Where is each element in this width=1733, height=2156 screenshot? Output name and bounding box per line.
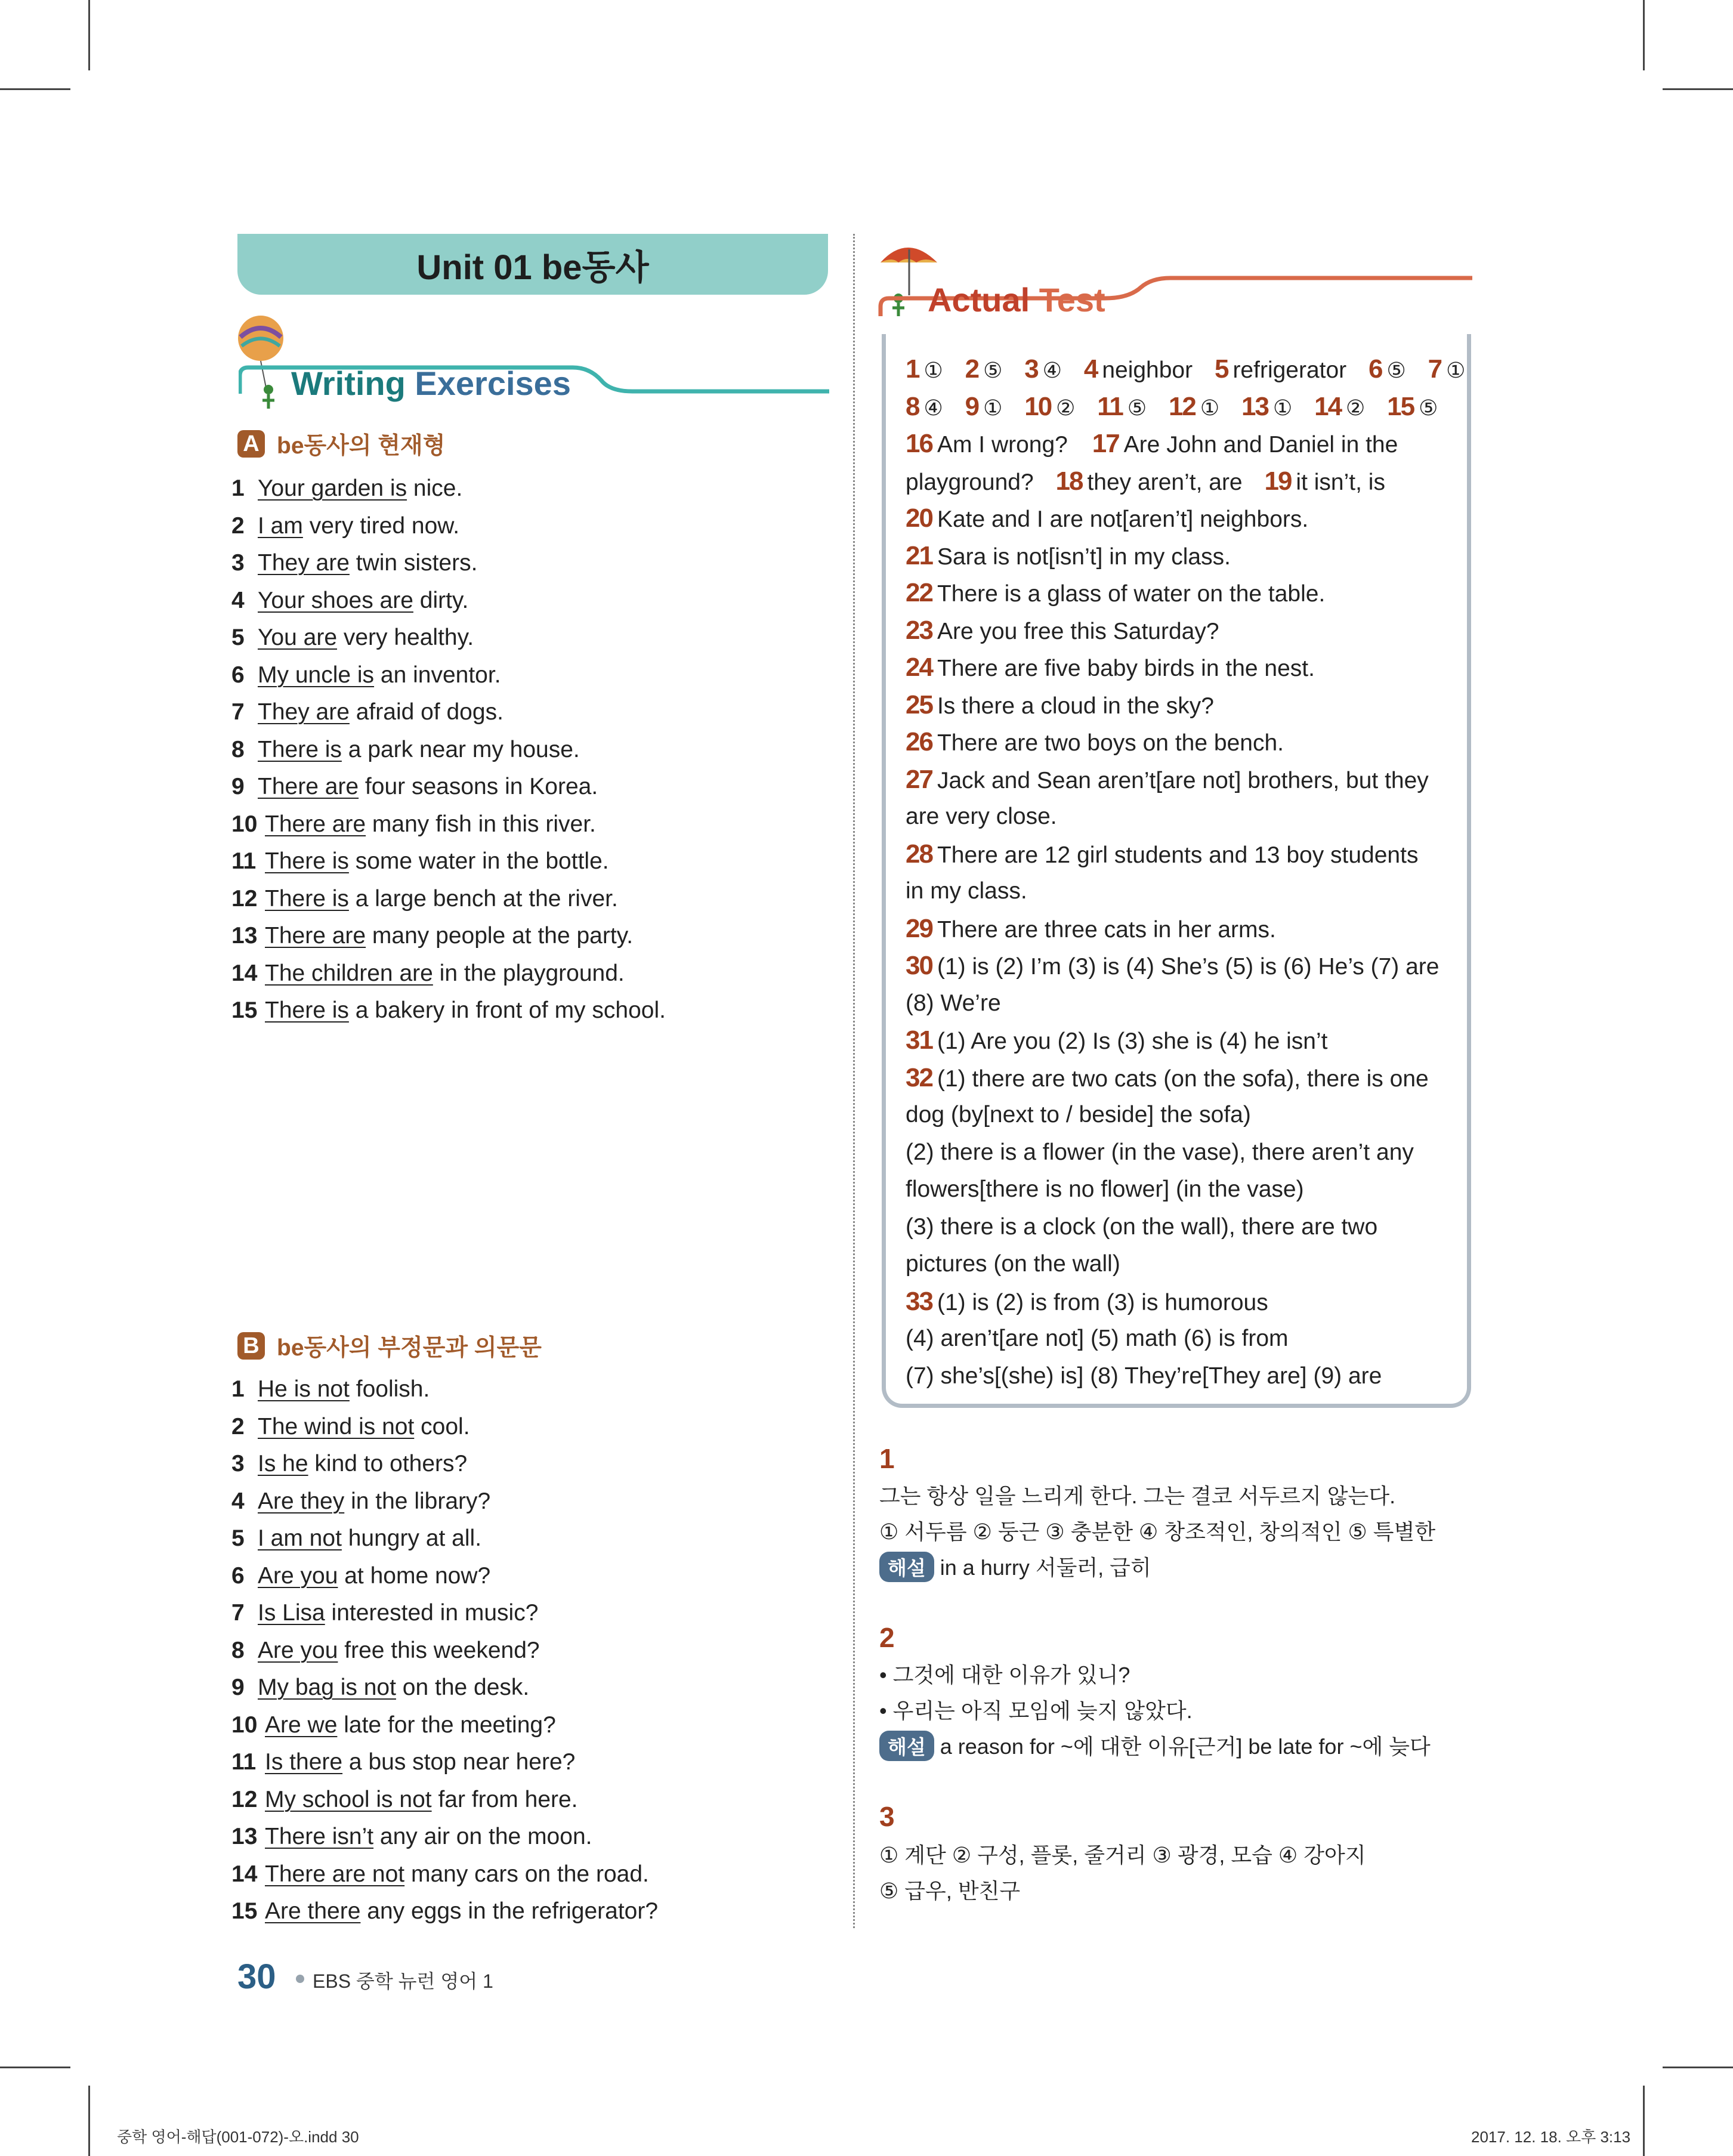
item-number: 13 — [231, 923, 258, 949]
item-number: 13 — [231, 1824, 258, 1849]
answer-row — [906, 1358, 1448, 1395]
sentence-rest: a bakery in front of my school. — [348, 997, 666, 1023]
exercise-item — [231, 1856, 658, 1894]
answer-row — [906, 947, 1448, 985]
exercise-item — [231, 1483, 658, 1521]
exercises-title-word: Exercises — [415, 365, 571, 402]
explanation-note — [879, 1551, 1151, 1582]
answer-number: 5 — [1214, 354, 1228, 384]
answer-text: are very close. — [906, 804, 1057, 829]
item-number: 15 — [231, 997, 258, 1023]
page-number: 30 — [237, 1957, 276, 1996]
answer-number: 22 — [906, 578, 932, 607]
answer-row — [906, 1096, 1448, 1134]
item-number: 4 — [231, 587, 245, 613]
answer-value: neighbor — [1102, 357, 1193, 383]
answer-text: it isn’t, is — [1296, 469, 1385, 495]
item-number: 14 — [231, 960, 258, 986]
section-a-badge: A — [237, 430, 265, 458]
sentence-rest: free this weekend? — [338, 1637, 540, 1663]
answer-row — [906, 1209, 1448, 1246]
sentence-rest: many cars on the road. — [404, 1861, 649, 1887]
exercise-item — [231, 843, 666, 881]
sentence-rest: foolish. — [349, 1376, 430, 1402]
explanation-text: • 그것에 대한 이유가 있니? — [879, 1663, 1130, 1687]
item-number: 3 — [231, 1451, 245, 1477]
section-b-badge: B — [237, 1332, 265, 1360]
answer-row — [906, 1022, 1448, 1060]
exercise-item — [231, 657, 666, 694]
sentence-rest: many fish in this river. — [366, 811, 596, 837]
exercise-item — [231, 1669, 658, 1707]
answer-number: 10 — [1024, 391, 1052, 421]
answer-text: in my class. — [906, 878, 1027, 904]
answer-number: 27 — [906, 764, 932, 794]
answer-underlined: Your garden is — [258, 475, 407, 501]
answer-underlined: Is he — [258, 1451, 308, 1477]
answer-number: 17 — [1092, 429, 1119, 458]
section-b-header — [237, 1329, 542, 1363]
answer-text: (1) is (2) is from (3) is humorous — [937, 1289, 1268, 1315]
answer-number: 3 — [1024, 354, 1038, 384]
answer-row — [906, 798, 1448, 836]
exercise-item — [231, 470, 666, 508]
bullet-icon — [296, 1975, 304, 1983]
answer-value: ② — [1346, 395, 1366, 420]
column-divider — [853, 234, 855, 1928]
exercise-item — [231, 1445, 658, 1483]
answer-text: (8) We’re — [906, 990, 1001, 1016]
exercise-item — [231, 881, 666, 918]
item-number: 7 — [231, 1600, 245, 1626]
sentence-rest: on the desk. — [396, 1675, 530, 1700]
answer-row — [906, 351, 1466, 388]
answer-value: ④ — [923, 395, 943, 420]
answer-value: ④ — [1042, 358, 1062, 382]
answer-text: There are two boys on the bench. — [937, 730, 1284, 756]
section-a-list — [231, 470, 666, 1030]
answer-underlined: I am — [258, 512, 303, 539]
item-number: 5 — [231, 1525, 245, 1551]
explanation-number: 3 — [879, 1801, 895, 1832]
answer-underlined: My bag is not — [258, 1675, 396, 1700]
answer-row — [906, 463, 1448, 501]
item-number: 3 — [231, 550, 245, 576]
answer-value: ① — [983, 395, 1003, 420]
sentence-rest: late for the meeting? — [337, 1712, 556, 1738]
exercise-item — [231, 731, 666, 769]
answer-underlined: You are — [258, 625, 338, 650]
answer-number: 31 — [906, 1026, 932, 1055]
answer-row — [906, 538, 1448, 575]
explanation-tag: 해설 — [879, 1731, 934, 1761]
answer-row — [906, 1060, 1448, 1097]
explanation-text: ① 서두름 ② 둥근 ③ 충분한 ④ 창조적인, 창의적인 ⑤ 특별한 — [879, 1519, 1436, 1544]
answer-text: (3) there is a clock (on the wall), there are two — [906, 1213, 1378, 1240]
sentence-rest: in the library? — [344, 1488, 491, 1514]
answer-number: 8 — [906, 391, 919, 421]
item-number: 12 — [231, 1786, 258, 1812]
answer-value: ① — [1200, 395, 1220, 420]
exercise-item — [231, 1558, 658, 1595]
book-title: EBS 중학 뉴런 영어 1 — [313, 1970, 493, 1992]
sentence-rest: nice. — [407, 475, 463, 501]
answer-underlined: There are not — [265, 1861, 405, 1887]
exercise-item — [231, 1595, 658, 1632]
answer-number: 30 — [906, 951, 932, 980]
explanation-number: 2 — [879, 1622, 895, 1653]
answer-text: Jack and Sean aren’t[are not] brothers, but they — [937, 767, 1429, 793]
explanation-number: 1 — [879, 1443, 895, 1474]
answer-underlined: The children are — [265, 960, 433, 986]
answer-row — [906, 985, 1448, 1023]
answer-number: 12 — [1168, 391, 1196, 421]
answer-text: (1) there are two cats (on the sofa), there is one — [937, 1065, 1429, 1092]
answer-number: 9 — [965, 391, 979, 421]
answer-text: dog (by[next to / beside] the sofa) — [906, 1102, 1251, 1128]
answer-number: 28 — [906, 839, 932, 869]
answer-text: Sara is not[isn’t] in my class. — [937, 543, 1231, 570]
answer-text: Am I wrong? — [937, 432, 1068, 458]
answer-underlined: There are — [265, 923, 366, 949]
answer-text: Kate and I are not[aren’t] neighbors. — [937, 506, 1309, 532]
sentence-rest: far from here. — [431, 1786, 578, 1812]
sentence-rest: a park near my house. — [341, 736, 580, 762]
item-number: 8 — [231, 736, 245, 762]
explanation-text: • 우리는 아직 모임에 늦지 않았다. — [879, 1698, 1193, 1723]
answer-text: There are three cats in her arms. — [937, 916, 1276, 943]
sentence-rest: any eggs in the refrigerator? — [360, 1898, 659, 1924]
answer-number: 23 — [906, 615, 932, 645]
test-title-word: Test — [1039, 281, 1105, 319]
answer-underlined: Are we — [265, 1712, 338, 1738]
answer-row — [906, 1134, 1448, 1172]
explanation-text: ① 계단 ② 구성, 플롯, 줄거리 ③ 광경, 모습 ④ 강아지 — [879, 1843, 1366, 1867]
explanation-text: 그는 항상 일을 느리게 한다. 그는 결코 서두르지 않는다. — [879, 1484, 1396, 1508]
exercise-item — [231, 768, 666, 806]
exercise-item — [231, 1371, 658, 1408]
answer-underlined: There are — [265, 811, 366, 837]
answer-underlined: Are you — [258, 1562, 338, 1589]
exercise-item — [231, 1781, 658, 1819]
exercise-item — [231, 1520, 658, 1558]
item-number: 9 — [231, 774, 245, 799]
exercise-item — [231, 694, 666, 731]
unit-banner: Unit 01 be동사 — [237, 234, 828, 295]
item-number: 11 — [231, 848, 257, 874]
item-number: 6 — [231, 662, 245, 688]
answer-underlined: He is not — [258, 1376, 350, 1402]
answer-row — [906, 500, 1448, 538]
answer-text: Are John and Daniel in the — [1123, 432, 1398, 458]
item-number: 1 — [231, 1376, 245, 1402]
sentence-rest: a bus stop near here? — [342, 1749, 576, 1775]
answer-underlined: Is there — [265, 1749, 343, 1775]
exercise-item — [231, 508, 666, 545]
item-number: 7 — [231, 699, 245, 725]
answer-number: 29 — [906, 913, 932, 943]
answer-underlined: The wind is not — [258, 1413, 415, 1440]
crop-mark — [0, 88, 70, 90]
crop-mark — [1643, 2086, 1645, 2156]
section-b-title: be동사의 부정문과 의문문 — [277, 1335, 542, 1361]
answer-number: 21 — [906, 540, 932, 570]
item-number: 6 — [231, 1562, 245, 1589]
answer-underlined: My uncle is — [258, 662, 375, 688]
crop-mark — [0, 2067, 70, 2068]
sentence-rest: twin sisters. — [349, 550, 478, 576]
answer-number: 2 — [965, 354, 979, 384]
answer-number: 6 — [1369, 354, 1382, 384]
answer-value: ⑤ — [1386, 358, 1406, 382]
answer-text: (1) is (2) I’m (3) is (4) She’s (5) is (6) He’s (7) are — [937, 954, 1439, 980]
answer-number: 7 — [1428, 354, 1442, 384]
answer-underlined: There is — [265, 848, 349, 874]
crop-mark — [88, 0, 90, 70]
exercise-item — [231, 992, 666, 1030]
answer-underlined: They are — [258, 699, 350, 725]
section-a-header — [237, 427, 445, 461]
item-number: 5 — [231, 625, 245, 650]
answer-number: 24 — [906, 653, 932, 682]
answer-text: There is a glass of water on the table. — [937, 581, 1326, 607]
answer-value: ① — [923, 358, 943, 382]
crop-mark — [1643, 0, 1645, 70]
sentence-rest: a large bench at the river. — [348, 885, 618, 912]
item-number: 10 — [231, 1712, 258, 1738]
answer-number: 1 — [906, 354, 919, 384]
sentence-rest: some water in the bottle. — [348, 848, 609, 874]
sentence-rest: afraid of dogs. — [349, 699, 503, 725]
sentence-rest: many people at the party. — [366, 923, 634, 949]
item-number: 15 — [231, 1898, 258, 1924]
answer-underlined: I am not — [258, 1525, 342, 1551]
item-number: 11 — [231, 1749, 257, 1775]
exercise-item — [231, 1744, 658, 1781]
answer-number: 18 — [1055, 466, 1083, 496]
answer-number: 19 — [1264, 466, 1292, 496]
answer-text: playground? — [906, 469, 1034, 495]
answer-underlined: Your shoes are — [258, 587, 413, 613]
writing-exercises-title — [291, 364, 571, 403]
exercise-item — [231, 1893, 658, 1930]
answer-text: There are five baby birds in the nest. — [937, 656, 1315, 681]
answer-row — [906, 425, 1448, 463]
answer-underlined: Are you — [258, 1637, 338, 1663]
item-number: 2 — [231, 1413, 245, 1440]
crop-mark — [88, 2086, 90, 2156]
answer-value: ⑤ — [983, 358, 1003, 382]
sentence-rest: very healthy. — [337, 625, 474, 650]
answer-underlined: There is — [265, 997, 349, 1023]
answer-underlined: There isn’t — [265, 1824, 374, 1849]
exercise-item — [231, 955, 666, 993]
sentence-rest: cool. — [414, 1413, 470, 1440]
exercise-item — [231, 1818, 658, 1856]
answer-underlined: Are they — [258, 1488, 345, 1514]
answer-number: 32 — [906, 1062, 932, 1092]
print-slug-date: 2017. 12. 18. 오후 3:13 — [1471, 2128, 1631, 2146]
answer-row — [906, 761, 1448, 799]
answer-text: flowers[there is no flower] (in the vase) — [906, 1176, 1304, 1202]
answer-number: 20 — [906, 504, 932, 533]
answer-underlined: My school is not — [265, 1786, 432, 1812]
answer-text: (2) there is a flower (in the vase), there aren’t any — [906, 1139, 1414, 1165]
answer-text: Is there a cloud in the sky? — [937, 693, 1214, 719]
sentence-rest: kind to others? — [308, 1451, 468, 1477]
actual-title-word: Actual — [928, 281, 1030, 319]
answer-row — [906, 910, 1448, 948]
writing-title-word: Writing — [291, 365, 406, 402]
answer-row — [906, 687, 1448, 724]
explanation-note-text: in a hurry 서둘러, 급히 — [940, 1555, 1151, 1580]
item-number: 12 — [231, 885, 258, 912]
answer-row — [906, 1171, 1448, 1209]
answer-text: There are 12 girl students and 13 boy students — [937, 842, 1419, 868]
sentence-rest: an inventor. — [374, 662, 501, 688]
crop-mark — [1663, 2067, 1733, 2068]
answer-text: they aren’t, are — [1087, 469, 1243, 495]
item-number: 14 — [231, 1861, 258, 1887]
answer-text: pictures (on the wall) — [906, 1251, 1120, 1277]
answer-underlined: Are there — [265, 1898, 361, 1924]
answer-number: 25 — [906, 690, 932, 719]
answer-value: ① — [1446, 358, 1466, 382]
answer-row — [906, 1283, 1448, 1321]
section-a-title: be동사의 현재형 — [277, 433, 446, 459]
sentence-rest: interested in music? — [325, 1600, 539, 1626]
sentence-rest: very tired now. — [302, 512, 460, 539]
answer-row — [906, 612, 1448, 650]
exercise-item — [231, 1632, 658, 1670]
sentence-rest: four seasons in Korea. — [359, 774, 598, 799]
exercise-item — [231, 545, 666, 582]
actual-test-title — [928, 280, 1105, 319]
item-number: 1 — [231, 475, 245, 501]
answer-value: ⑤ — [1419, 395, 1438, 420]
sentence-rest: any air on the moon. — [373, 1824, 592, 1849]
answer-value: ⑤ — [1127, 395, 1147, 420]
sentence-rest: hungry at all. — [341, 1525, 482, 1551]
answer-number: 14 — [1314, 391, 1342, 421]
explanation-note-text: a reason for ~에 대한 이유[근거] be late for ~에 늦다 — [940, 1734, 1431, 1759]
answer-underlined: Is Lisa — [258, 1600, 325, 1626]
answer-number: 13 — [1241, 391, 1268, 421]
answer-value: ① — [1272, 395, 1293, 420]
answer-underlined: There is — [258, 736, 342, 762]
answer-text: (4) aren’t[are not] (5) math (6) is from — [906, 1326, 1289, 1351]
item-number: 2 — [231, 512, 245, 539]
item-number: 10 — [231, 811, 258, 837]
answer-text: Are you free this Saturday? — [937, 618, 1219, 644]
answer-text: (7) she’s[(she) is] (8) They’re[They are] (9) are — [906, 1363, 1382, 1389]
item-number: 4 — [231, 1488, 245, 1514]
answer-number: 26 — [906, 727, 932, 756]
answer-number: 11 — [1097, 391, 1123, 421]
answer-text: (1) Are you (2) Is (3) she is (4) he isn’t — [937, 1028, 1328, 1054]
print-slug-file: 중학 영어-해답(001-072)-오.indd 30 — [117, 2128, 359, 2146]
exercise-item — [231, 1707, 658, 1744]
answer-number: 33 — [906, 1286, 932, 1316]
sentence-rest: dirty. — [413, 587, 469, 613]
answer-row — [906, 649, 1448, 687]
answer-list — [906, 351, 1466, 1395]
sentence-rest: in the playground. — [433, 960, 625, 986]
answer-row — [906, 724, 1448, 761]
answer-number: 15 — [1387, 391, 1414, 421]
answer-row — [906, 388, 1448, 426]
answer-underlined: There are — [258, 774, 359, 799]
answer-row — [906, 1320, 1448, 1358]
answer-value: ② — [1056, 395, 1076, 420]
crop-mark — [1663, 88, 1733, 90]
answer-row — [906, 574, 1448, 612]
item-number: 8 — [231, 1637, 245, 1663]
sentence-rest: at home now? — [338, 1562, 491, 1589]
exercise-item — [231, 582, 666, 620]
explanation-text: ⑤ 급우, 반친구 — [879, 1879, 1021, 1903]
exercise-item — [231, 1408, 658, 1446]
item-number: 9 — [231, 1675, 245, 1700]
answer-number: 4 — [1083, 354, 1098, 384]
answer-row — [906, 873, 1448, 910]
exercise-item — [231, 619, 666, 657]
answer-row — [906, 836, 1448, 873]
answer-number: 16 — [906, 429, 932, 458]
exercise-item — [231, 806, 666, 844]
explanation-tag: 해설 — [879, 1552, 934, 1582]
answer-value: refrigerator — [1232, 357, 1347, 383]
answer-underlined: There is — [265, 885, 349, 912]
exercise-item — [231, 918, 666, 955]
answer-underlined: They are — [258, 550, 350, 576]
answer-row — [906, 1246, 1448, 1283]
explanation-note — [879, 1730, 1431, 1761]
section-b-list — [231, 1371, 658, 1930]
